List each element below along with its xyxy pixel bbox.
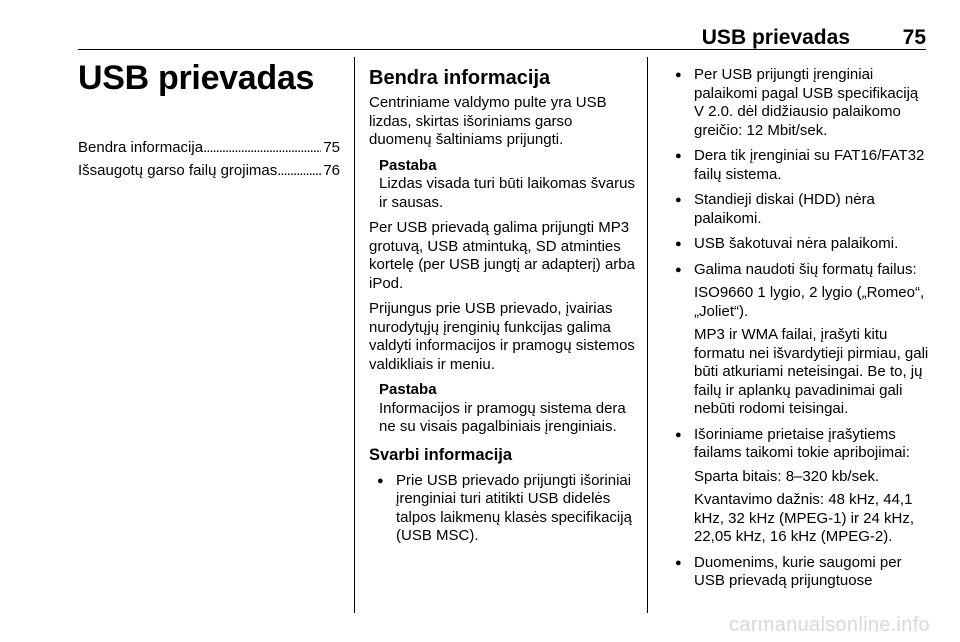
column-divider-left xyxy=(354,57,355,613)
section-heading: Bendra informacija xyxy=(369,67,551,89)
list-item: ● Prie USB prievado prijungti išoriniai įrenginiai turi atitikti USB didelės talpos laikmenų klasės specifikaciją (USB MSC). xyxy=(376,472,637,546)
toc-entry-page: 75 xyxy=(323,139,340,156)
list-item: ● Dera tik įrenginiai su FAT16/FAT32 failų sistema. xyxy=(674,147,930,184)
toc-entry[interactable] xyxy=(78,138,340,157)
list-item-detail: ISO9660 1 lygio, 2 lygio („Romeo“, „Joliet“). xyxy=(694,284,925,320)
column-divider-right xyxy=(647,57,648,613)
header-title: USB prievadas xyxy=(701,26,850,49)
chapter-title: USB prievadas xyxy=(78,59,315,97)
note-box xyxy=(379,381,637,437)
list-item: ● USB šakotuvai nėra palaikomi. xyxy=(674,235,930,254)
list-item-text: Galima naudoti šių formatų failus: xyxy=(694,260,917,278)
note-title: Pastaba xyxy=(379,381,437,398)
note-text: Informacijos ir pramogų sistema dera ne su visais pagalbiniais įrenginiais. xyxy=(379,399,626,435)
toc-entry-text: Bendra informacija xyxy=(78,139,204,156)
toc-entry-text: Išsaugotų garso failų grojimas xyxy=(78,162,278,179)
list-item: ● Standieji diskai (HDD) nėra palaikomi. xyxy=(674,191,930,228)
middle-column xyxy=(369,66,637,553)
paragraph: Centriniame valdymo pulte yra USB lizdas, skirtas išoriniams garso duomenų šaltiniams prijungti. xyxy=(369,94,607,148)
right-column xyxy=(674,66,930,598)
watermark: carmanualsonline.info xyxy=(729,614,930,636)
note-title: Pastaba xyxy=(379,156,437,174)
subsection-heading: Svarbi informacija xyxy=(369,445,513,464)
list-item-detail: Sparta bitais: 8–320 kb/sek. xyxy=(694,467,880,485)
header-divider xyxy=(78,49,926,50)
note-box xyxy=(379,157,637,213)
toc-leader xyxy=(277,161,321,180)
toc-entry-page: 76 xyxy=(323,162,340,179)
list-item-text: Išoriniame prietaise įrašytiems failams taikomi tokie apribojimai: xyxy=(694,425,910,461)
list-item: ● Duomenims, kurie saugomi per USB prievadą prijungtuose xyxy=(674,554,930,591)
page-header xyxy=(78,26,926,50)
left-column xyxy=(78,58,340,184)
list-item xyxy=(674,261,930,419)
list-item-detail: Kvantavimo dažnis: 48 kHz, 44,1 kHz, 32 kHz (MPEG-1) ir 24 kHz, 22,05 kHz, 16 kHz (MPEG-2). xyxy=(694,491,915,545)
note-text: Lizdas visada turi būti laikomas švarus ir sausas. xyxy=(379,175,635,211)
list-item-detail: MP3 ir WMA failai, įrašyti kitu formatu nei išvardytieji pirmiau, gali būti atkuriami neteisingai. Be to, jų failų ir aplankų pavadinimai gali nebūti rodomi teisingai. xyxy=(694,326,929,417)
toc-entry[interactable] xyxy=(78,161,340,180)
bullet-list xyxy=(369,472,637,546)
bullet-list xyxy=(674,66,930,591)
toc-leader xyxy=(203,138,321,157)
list-item xyxy=(674,426,930,547)
page-number: 75 xyxy=(902,26,926,49)
paragraph: Per USB prievadą galima prijungti MP3 grotuvą, USB atmintuką, SD atminties kortelę (per USB jungtį ar adapterį) arba iPod. xyxy=(369,219,635,292)
list-item: ● Per USB prijungti įrenginiai palaikomi pagal USB specifikaciją V 2.0. dėl didžiausio palaikomo greičio: 12 Mbit/sek. xyxy=(674,66,930,140)
paragraph: Prijungus prie USB prievado, įvairias nurodytųjų įrenginių funkcijas galima valdyti informacijos ir pramogų sistemos valdikliais ir meniu. xyxy=(369,300,635,373)
